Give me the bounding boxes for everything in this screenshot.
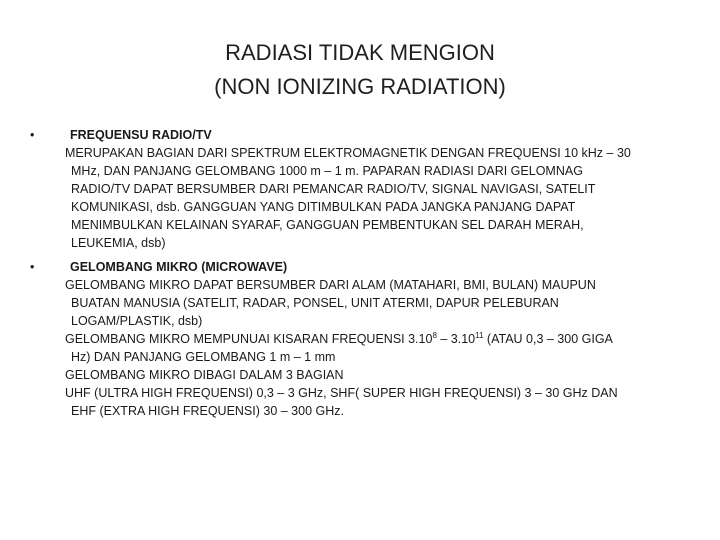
paragraph-line: MERUPAKAN BAGIAN DARI SPEKTRUM ELEKTROMAGNETIK DENGAN FREQUENSI 10 kHz – 30 [65, 146, 631, 160]
exponent-8: 8 [432, 331, 437, 340]
bullet-icon: • [30, 260, 35, 274]
frequency-text-pre: GELOMBANG MIKRO MEMPUNUAI KISARAN FREQUENSI 3.10 [65, 332, 433, 346]
paragraph-line: GELOMBANG MIKRO DAPAT BERSUMBER DARI ALAM (MATAHARI, BMI, BULAN) MAUPUN [65, 278, 596, 292]
bullet-icon: • [30, 128, 35, 142]
frequency-text-mid: – 3.10 [436, 332, 476, 346]
paragraph-line: EHF (EXTRA HIGH FREQUENSI) 30 – 300 GHz. [71, 404, 344, 418]
paragraph-line: RADIO/TV DAPAT BERSUMBER DARI PEMANCAR RADIO/TV, SIGNAL NAVIGASI, SATELIT [71, 182, 596, 196]
paragraph-microwave-frequency [30, 330, 690, 366]
paragraph-line: UHF (ULTRA HIGH FREQUENSI) 0,3 – 3 GHz, SHF( SUPER HIGH FREQUENSI) 3 – 30 GHz DAN [65, 386, 618, 400]
section-heading-microwave: GELOMBANG MIKRO (MICROWAVE) [70, 260, 288, 274]
bullet-radio-tv [30, 126, 690, 144]
bullet-microwave [30, 258, 690, 276]
paragraph-line: MHz, DAN PANJANG GELOMBANG 1000 m – 1 m. PAPARAN RADIASI DARI GELOMNAG [71, 164, 583, 178]
paragraph-microwave-bands [30, 384, 690, 420]
paragraph-line: GELOMBANG MIKRO DIBAGI DALAM 3 BAGIAN [65, 368, 344, 382]
paragraph-microwave-source [30, 276, 690, 330]
paragraph-line: MENIMBULKAN KELAINAN SYARAF, GANGGUAN PEMBENTUKAN SEL DARAH MERAH, [71, 218, 584, 232]
paragraph-line: LEUKEMIA, dsb) [71, 236, 166, 250]
title-line-1: RADIASI TIDAK MENGION [225, 40, 495, 65]
slide-title [0, 36, 720, 104]
paragraph-line: Hz) DAN PANJANG GELOMBANG 1 m – 1 mm [71, 350, 336, 364]
frequency-text-post: (ATAU 0,3 – 300 GIGA [483, 332, 613, 346]
paragraph-line [65, 330, 690, 348]
paragraph-line: BUATAN MANUSIA (SATELIT, RADAR, PONSEL, UNIT ATERMI, DAPUR PELEBURAN [71, 296, 559, 310]
paragraph-line: LOGAM/PLASTIK, dsb) [71, 314, 203, 328]
slide-body [30, 126, 690, 420]
paragraph-radio-tv [30, 144, 690, 252]
paragraph-line: KOMUNIKASI, dsb. GANGGUAN YANG DITIMBULKAN PADA JANGKA PANJANG DAPAT [71, 200, 576, 214]
title-line-2: (NON IONIZING RADIATION) [214, 74, 506, 99]
exponent-11: 11 [475, 331, 484, 340]
paragraph-microwave-division [30, 366, 690, 384]
section-heading-radio-tv: FREQUENSU RADIO/TV [70, 128, 212, 142]
